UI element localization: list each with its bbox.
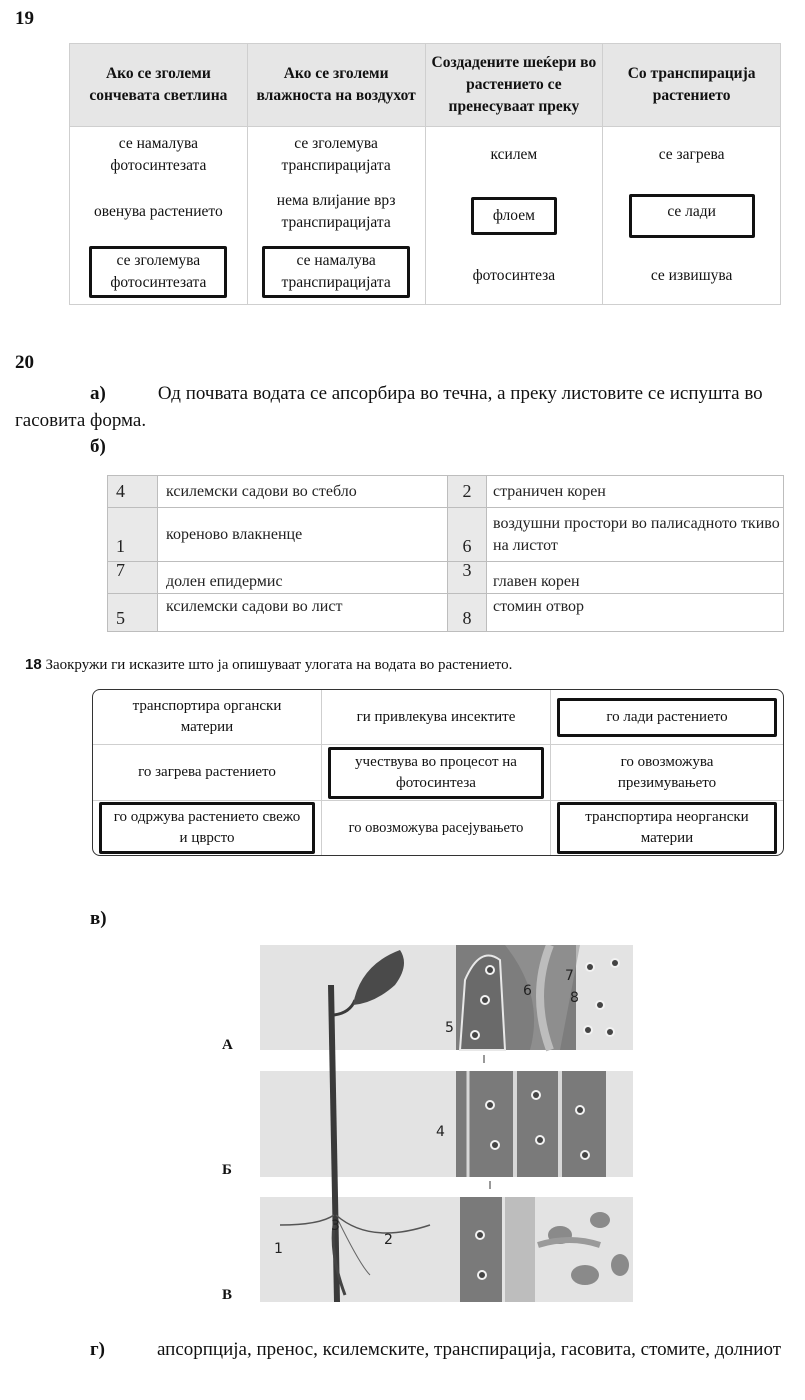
q19-option[interactable]: нема влијание врз транспирацијата (276, 191, 396, 231)
label-number: 4 (108, 476, 158, 508)
label-description: главен корен (487, 562, 784, 594)
q19-column-3 (425, 127, 603, 305)
part-a-text: Од почвата водата се апсорбира во течна, а преку листовите се испушта во гасовита форма. (15, 383, 763, 431)
q19-table (69, 43, 781, 305)
q18-number: 18 (25, 656, 42, 673)
label-number: 6 (448, 508, 487, 562)
q18-instruction: 18 Заокружи ги исказите што ја опишуваат улогата на водата во растението. (25, 656, 513, 673)
part-v-label: в) (90, 908, 107, 929)
q19-option-selected[interactable] (471, 194, 557, 238)
label-number: 2 (448, 476, 487, 508)
figure-row-label-b: Б (222, 1162, 232, 1178)
q20-b-table (107, 475, 784, 632)
q19-column-1 (70, 127, 248, 305)
label-description: ксилемски садови во лист (158, 594, 448, 632)
q18-option-selected[interactable] (322, 745, 551, 801)
q19-header-3: Создадените шеќери во растението се пренесуваат преку (425, 44, 603, 127)
part-g-text: апсорпција, пренос, ксилемските, транспирација, гасовита, стомите, долниот (156, 1339, 781, 1360)
q18-option[interactable]: го овозможува расејувањето (322, 801, 551, 855)
q18-option[interactable]: го загрева растението (93, 745, 322, 801)
q19-header-4: Со транспирација растението (603, 44, 781, 127)
figure-row-label-v: В (222, 1287, 233, 1303)
label-number: 7 (108, 562, 158, 594)
q18-grid-box (92, 689, 784, 856)
part-a-label: а) (90, 383, 106, 404)
selected-answer-box: го лади растението (557, 698, 777, 737)
q19-column-4 (603, 127, 781, 305)
selected-answer-box: се зголемува фотосинтезата (89, 246, 227, 298)
part-b-label: б) (90, 436, 106, 457)
q19-option[interactable]: ксилем (490, 146, 538, 163)
table-row (108, 508, 784, 562)
q18-option-selected[interactable] (93, 801, 322, 855)
table-row (108, 594, 784, 632)
q20-part-a (15, 380, 790, 434)
label-number: 3 (448, 562, 487, 594)
label-number: 8 (448, 594, 487, 632)
q18-option-selected[interactable] (551, 690, 783, 745)
question-number-20: 20 (15, 352, 34, 373)
q19-option[interactable]: се зголемува транспирацијата (281, 135, 391, 174)
label-description: ксилемски садови во стебло (158, 476, 448, 508)
selected-answer-box: флоем (471, 197, 557, 235)
label-number: 1 (108, 508, 158, 562)
q19-header-2: Ако се зголеми влажноста на воздухот (247, 44, 425, 127)
figure-row-label-a: А (222, 1037, 233, 1053)
q19-option[interactable]: фотосинтеза (472, 267, 556, 284)
q19-option-selected[interactable] (89, 246, 227, 298)
selected-answer-box: се намалува транспирацијата (262, 246, 410, 298)
figure-number-6: 6 (523, 983, 532, 999)
q19-option-selected[interactable] (262, 246, 410, 298)
q18-option[interactable]: транспортира органски материи (93, 690, 322, 745)
q19-option[interactable]: се намалува фотосинтезата (110, 135, 207, 174)
label-description: долен епидермис (158, 562, 448, 594)
q19-option[interactable]: се загрева (658, 146, 725, 163)
selected-answer-box: транспортира неоргански материи (557, 802, 777, 854)
q19-option[interactable]: овенува растението (94, 202, 223, 220)
question-number-19: 19 (15, 8, 34, 29)
figure-number-8: 8 (570, 990, 579, 1006)
figure-number-4: 4 (436, 1124, 445, 1140)
label-description: страничен корен (487, 476, 784, 508)
figure-number-7: 7 (565, 968, 574, 984)
figure-number-3: 3 (331, 1218, 340, 1234)
q19-header-1: Ако се зголеми сончевата светлина (70, 44, 248, 127)
label-description: стомин отвор (487, 594, 784, 632)
part-g-label: г) (90, 1339, 105, 1360)
label-description: кореново влакненце (158, 508, 448, 562)
figure-number-1: 1 (274, 1241, 283, 1257)
table-row (108, 476, 784, 508)
q19-column-2 (247, 127, 425, 305)
q18-option-selected[interactable] (551, 801, 783, 855)
q19-option-selected[interactable] (629, 194, 755, 238)
q19-option[interactable]: се извишува (650, 267, 733, 284)
label-description: воздушни простори во палисадното ткиво на листот (487, 508, 784, 562)
q18-option[interactable]: го овозможува презимувањето (551, 745, 783, 801)
figure-number-2: 2 (384, 1232, 393, 1248)
selected-answer-box: го одржува растението свежо и цврсто (99, 802, 315, 854)
label-number: 5 (108, 594, 158, 632)
figure-number-5: 5 (445, 1020, 454, 1036)
q18-option[interactable]: ги привлекува инсектите (322, 690, 551, 745)
plant-water-transport-figure (260, 945, 633, 1302)
table-row (108, 562, 784, 594)
q20-part-g (15, 1336, 790, 1363)
selected-answer-box: се лади (629, 194, 755, 238)
selected-answer-box: учествува во процесот на фотосинтеза (328, 747, 544, 799)
